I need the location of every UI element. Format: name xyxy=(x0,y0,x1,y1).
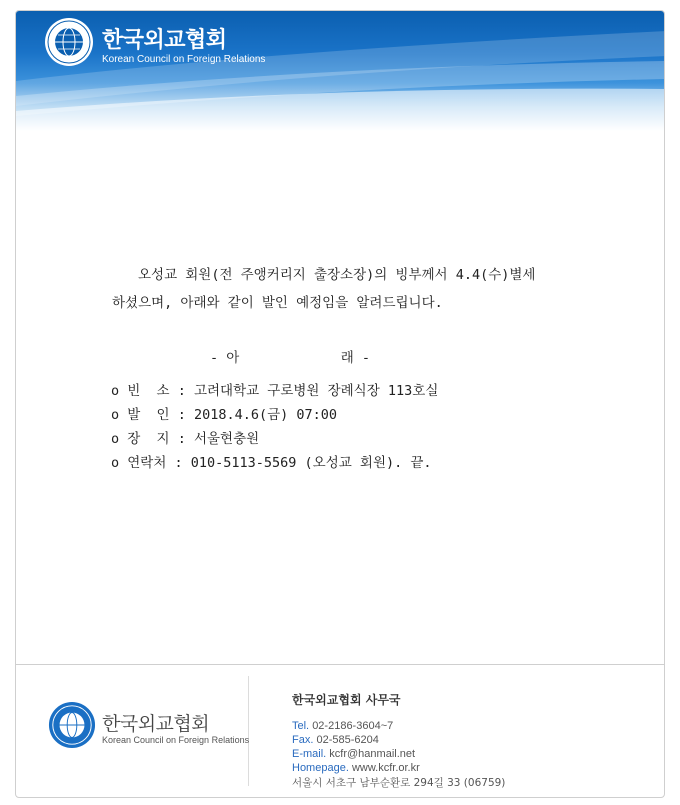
item-jangji: o 장 지 : 서울현충원 xyxy=(111,431,260,447)
footer-divider-line xyxy=(16,664,665,665)
footer-vertical-divider xyxy=(248,676,249,786)
globe-emblem-icon xyxy=(44,17,94,67)
homepage-label: Homepage. xyxy=(292,762,349,774)
email-row xyxy=(292,747,505,761)
homepage-row xyxy=(292,761,505,775)
fax-label: Fax. xyxy=(292,734,314,746)
tel-row xyxy=(292,719,505,733)
item-binso: o 빈 소 : 고려대학교 구로병원 장례식장 113호실 xyxy=(111,383,439,399)
tel-label: Tel. xyxy=(292,720,310,732)
fax-value: 02-585-6204 xyxy=(316,734,379,746)
tel-value: 02-2186-3604~7 xyxy=(312,720,394,732)
notice-items xyxy=(111,379,438,475)
item-barin: o 발 인 : 2018.4.6(금) 07:00 xyxy=(111,407,338,423)
notice-paragraph xyxy=(112,261,632,317)
notice-body xyxy=(112,261,632,317)
footer-globe-emblem-icon xyxy=(48,701,96,749)
email-frame xyxy=(15,10,665,798)
heading-left: - 아 xyxy=(210,350,240,366)
homepage-link[interactable]: www.kcfr.or.kr xyxy=(351,762,420,774)
notice-line-1: 오성교 회원(전 주앵커리지 출장소장)의 빙부께서 4.4(수)별세 xyxy=(138,267,536,283)
header-org-name-ko: 한국외교협회 xyxy=(102,28,227,53)
item-contact: o 연락처 : 010-5113-5569 (오성교 회원). 끝. xyxy=(111,455,432,471)
header-org-name-en: Korean Council on Foreign Relations xyxy=(102,54,266,65)
header-banner xyxy=(16,11,665,131)
fax-row xyxy=(292,733,505,747)
heading-right: 래 - xyxy=(340,350,370,366)
email-link[interactable]: kcfr@hanmail.net xyxy=(329,748,416,760)
notice-heading xyxy=(210,346,370,366)
footer-org-name-en: Korean Council on Foreign Relations xyxy=(102,735,250,745)
notice-line-2: 하셨으며, 아래와 같이 발인 예정임을 알려드립니다. xyxy=(112,295,443,311)
email-label: E-mail. xyxy=(292,748,327,760)
office-title: 한국외교협회 사무국 xyxy=(292,693,401,707)
address-text: 서울시 서초구 남부순환로 294길 33 (06759) xyxy=(292,777,506,789)
footer-org-name-ko: 한국외교협회 xyxy=(102,713,210,735)
contact-info xyxy=(292,719,505,790)
